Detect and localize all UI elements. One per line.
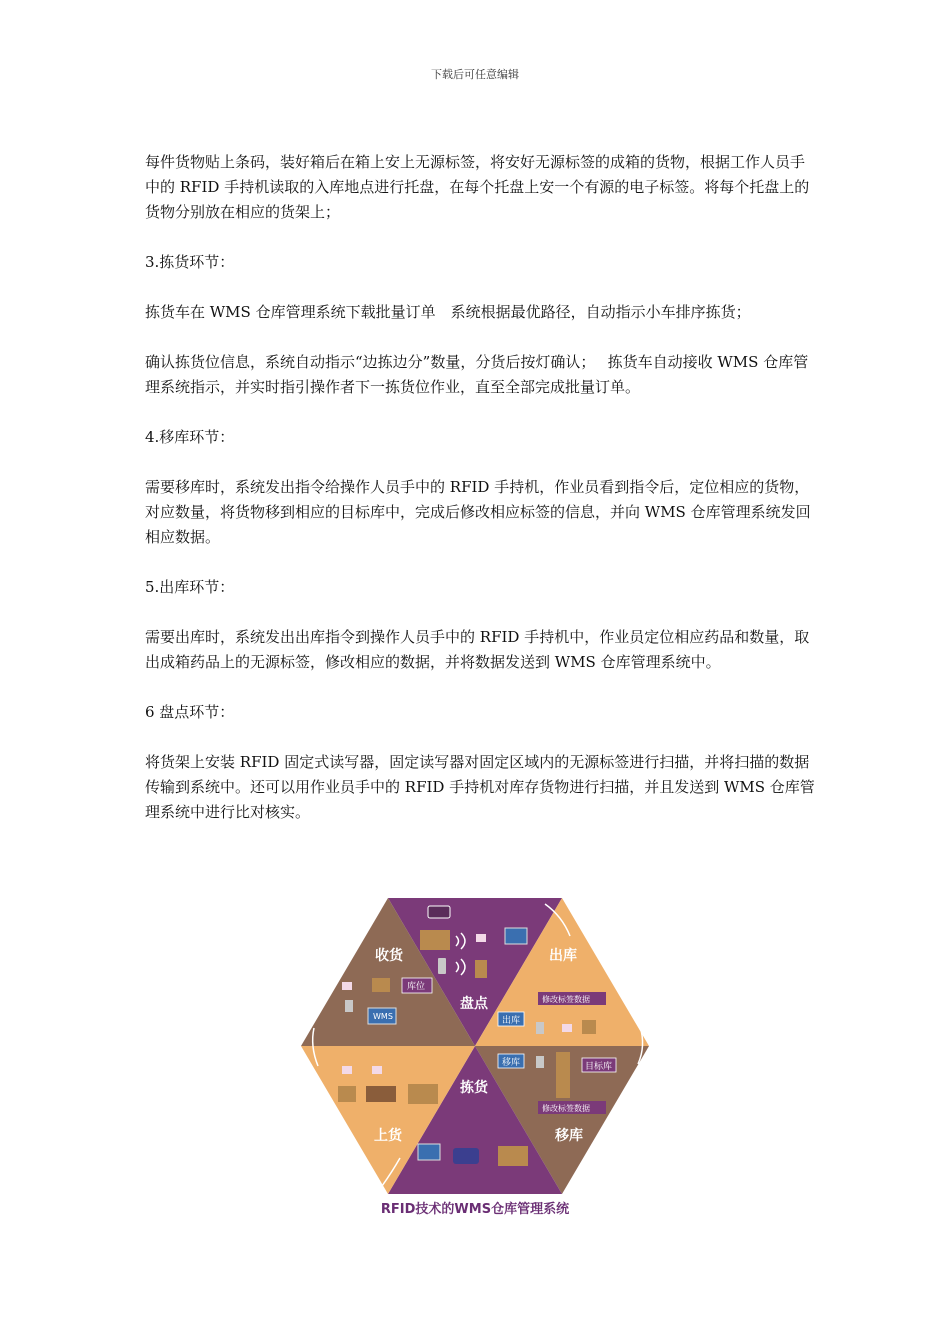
rfid-wms-hexagon-figure	[300, 896, 650, 1221]
pallet-icon	[420, 930, 450, 950]
computer-icon	[418, 1144, 440, 1160]
move-box-label: 移库	[502, 1058, 521, 1068]
heading-move: 4.移库环节：	[145, 428, 235, 446]
segment-label-receive: 收货	[375, 948, 403, 964]
target-tag-label: 目标库	[585, 1062, 613, 1072]
hexagon-diagram	[300, 896, 650, 1196]
tag-icon	[342, 1066, 352, 1074]
handheld-icon	[536, 1056, 544, 1068]
document-body	[145, 150, 815, 850]
box-icon	[372, 978, 390, 992]
paragraph-inventory: 将货架上安装 RFID 固定式读写器，固定读写器对固定区域内的无源标签进行扫描，并将扫描的数据传输到系统中。还可以用作业员手中的 RFID 手持机对库存货物进行扫描，并且发送到 WMS 仓库管理系统中进行比对核实。	[145, 753, 815, 821]
paragraph-move: 需要移库时，系统发出指令给操作人员手中的 RFID 手持机，作业员看到指令后，定位相应的货物，对应数量，将货物移到相应的目标库中，完成后修改相应标签的信息，并向 WMS 仓库管理系统发回相应数据。	[145, 478, 811, 546]
heading-inventory: 6 盘点环节：	[145, 703, 235, 721]
paragraph-picking-2: 确认拣货位信息，系统自动指示“边拣边分”数量，分货后按灯确认； 拣货车自动接收 WMS 仓库管理系统指示，并实时指引操作者下一拣货位作业，直至全部完成批量订单。	[145, 353, 809, 396]
tag-icon	[372, 1066, 382, 1074]
reader-icon	[428, 906, 450, 918]
tag-icon	[476, 934, 486, 942]
pick-cart-icon	[453, 1148, 479, 1164]
box-icon	[475, 960, 487, 978]
pallet-icon	[366, 1086, 396, 1102]
tag-icon	[342, 982, 352, 990]
box-icon	[582, 1020, 596, 1034]
paragraph-inbound: 每件货物贴上条码，装好箱后在箱上安上无源标签，将安好无源标签的成箱的货物，根据工作人员手中的 RFID 手持机读取的入库地点进行托盘，在每个托盘上安一个有源的电子标签。将每个托盘上的货物分别放在相应的货架上；	[145, 153, 810, 221]
handheld-icon	[345, 1000, 353, 1012]
segment-label-pick: 拣货	[460, 1080, 488, 1096]
segment-label-move: 移库	[555, 1128, 583, 1144]
heading-outbound: 5.出库环节：	[145, 578, 235, 596]
segment-label-outbound: 出库	[549, 948, 577, 964]
page-header-note: 下载后可任意编辑	[431, 68, 519, 81]
modify-tag-top-label: 修改标签数据	[542, 995, 590, 1004]
segment-label-shelve: 上货	[374, 1128, 402, 1144]
shelf-icon	[408, 1084, 438, 1104]
handheld-icon	[536, 1022, 544, 1034]
location-tag-label: 库位	[407, 982, 426, 992]
computer-icon	[505, 928, 527, 944]
outbound-box-label: 出库	[502, 1016, 521, 1026]
modify-tag-bottom-label: 修改标签数据	[542, 1104, 590, 1113]
figure-caption: RFID技术的WMS仓库管理系统	[380, 1202, 570, 1217]
segment-label-inventory: 盘点	[460, 996, 488, 1012]
paragraph-outbound: 需要出库时，系统发出出库指令到操作人员手中的 RFID 手持机中，作业员定位相应药品和数量，取出成箱药品上的无源标签，修改相应的数据，并将数据发送到 WMS 仓库管理系统中。	[145, 628, 810, 671]
tag-icon	[562, 1024, 572, 1032]
wms-label: WMS	[373, 1012, 393, 1021]
heading-picking: 3.拣货环节：	[145, 253, 235, 271]
pallet-icon	[498, 1146, 528, 1166]
stack-icon	[556, 1052, 570, 1098]
handheld-icon	[438, 958, 446, 974]
paragraph-picking-1: 拣货车在 WMS 仓库管理系统下载批量订单 系统根据最优路径，自动指示小车排序拣货；	[145, 303, 751, 321]
box-icon	[338, 1086, 356, 1102]
